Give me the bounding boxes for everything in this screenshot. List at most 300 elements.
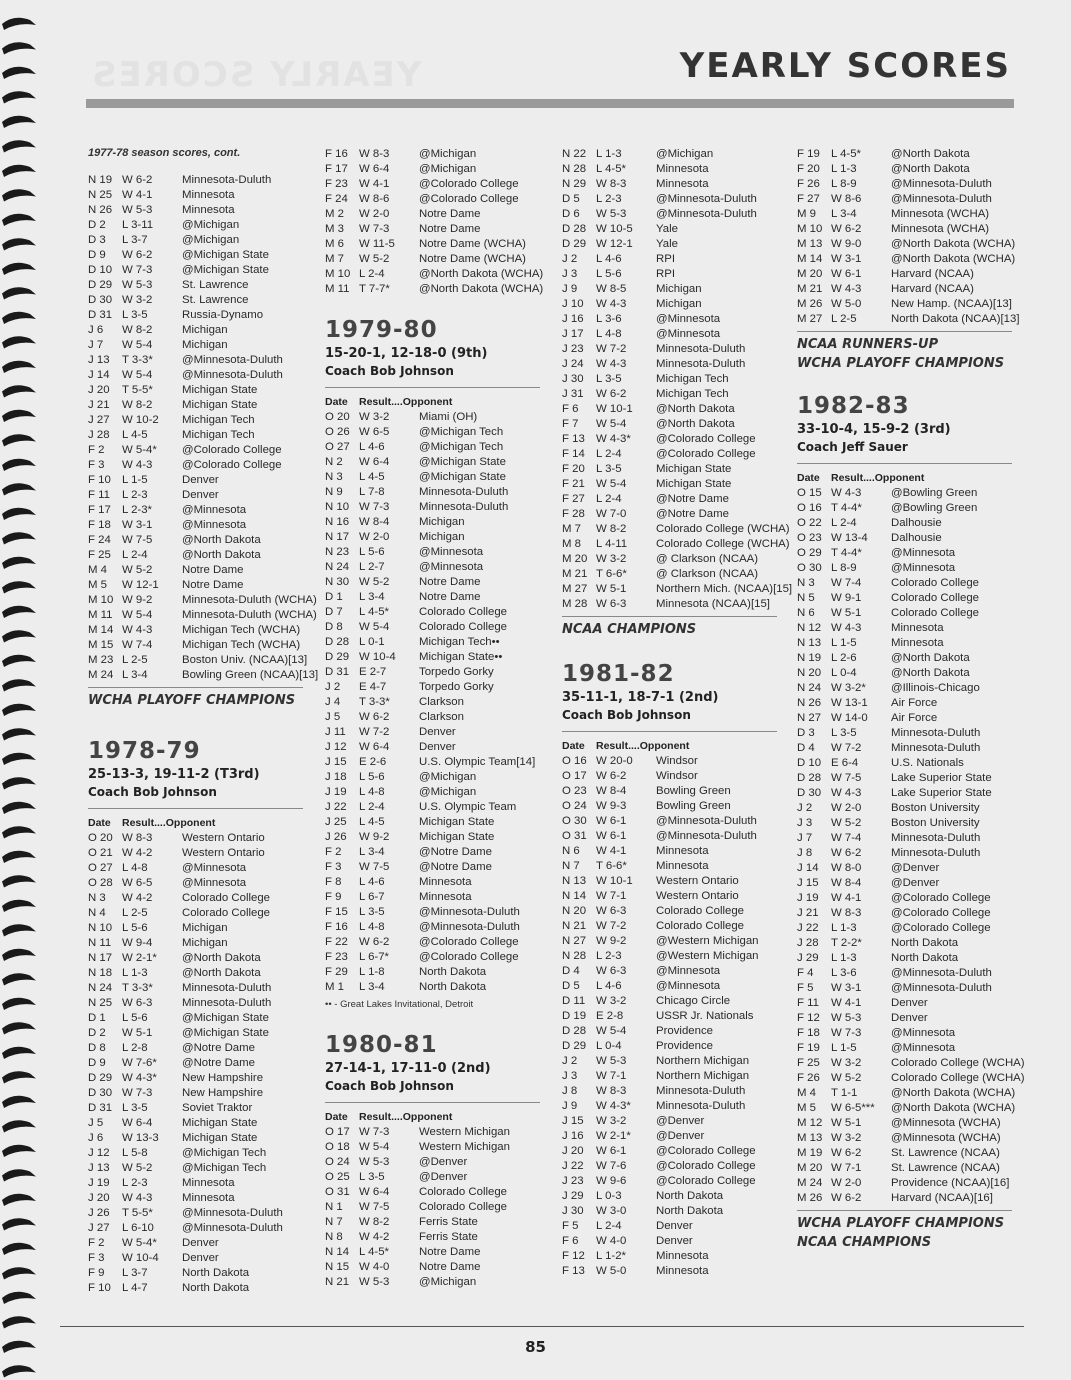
- game-opponent: Soviet Traktor: [182, 1102, 253, 1114]
- game-opponent: U.S. Nationals: [891, 757, 964, 769]
- game-date: F 26: [797, 178, 820, 190]
- game-opponent: RPI: [656, 268, 675, 280]
- binding-coil: [2, 704, 36, 716]
- game-result: W 5-4*: [122, 1237, 157, 1249]
- game-result: W 13-4: [831, 532, 868, 544]
- game-row: [88, 966, 303, 981]
- game-opponent: Denver: [182, 1252, 219, 1264]
- game-result: W 8-0: [831, 862, 862, 874]
- game-opponent: Clarkson: [419, 711, 464, 723]
- game-row: [325, 1245, 540, 1260]
- game-opponent: Boston University: [891, 802, 980, 814]
- game-row: [562, 252, 777, 267]
- binding-coil: [2, 361, 36, 373]
- game-opponent: @Michigan State: [419, 471, 506, 483]
- game-row: [797, 282, 1012, 297]
- game-date: J 14: [797, 862, 819, 874]
- game-row: [88, 458, 303, 473]
- game-date: J 19: [325, 786, 347, 798]
- game-opponent: Minnesota-Duluth: [182, 997, 272, 1009]
- game-result: W 5-1: [596, 583, 627, 595]
- game-opponent: @Michigan State: [182, 1027, 269, 1039]
- game-date: M 24: [797, 1177, 823, 1189]
- game-date: F 6: [562, 1235, 579, 1247]
- game-row: [562, 1099, 777, 1114]
- game-row: [797, 297, 1012, 312]
- game-result: W 7-1: [596, 890, 627, 902]
- game-result: W 4-1: [122, 189, 153, 201]
- game-row: [797, 591, 1012, 606]
- game-opponent: @ Clarkson (NCAA): [656, 568, 759, 580]
- banner-line: WCHA PLAYOFF CHAMPIONS: [88, 693, 296, 708]
- game-opponent: @Minnesota: [656, 313, 721, 325]
- game-date: F 20: [562, 463, 585, 475]
- game-row: [562, 1189, 777, 1204]
- game-opponent: @Minnesota-Duluth: [419, 921, 520, 933]
- game-date: D 30: [88, 1087, 113, 1099]
- game-date: O 31: [562, 830, 587, 842]
- game-opponent: North Dakota (NCAA)[13]: [891, 313, 1020, 325]
- game-result: W 6-4: [122, 1117, 153, 1129]
- game-date: F 10: [88, 1282, 111, 1294]
- game-date: N 11: [88, 937, 112, 949]
- game-date: J 28: [797, 937, 819, 949]
- season-record: 25-13-3, 19-11-2 (T3rd): [88, 767, 260, 782]
- games-1977-78: [88, 173, 319, 683]
- game-row: [88, 936, 303, 951]
- game-result: W 3-2: [596, 1115, 627, 1127]
- game-result: L 1-3: [831, 922, 857, 934]
- game-date: D 3: [88, 234, 106, 246]
- binding-coil: [2, 949, 36, 961]
- game-result: W 8-2: [122, 324, 153, 336]
- game-opponent: @Minnesota-Duluth: [891, 982, 992, 994]
- game-result: W 9-0: [831, 238, 862, 250]
- game-row: [562, 829, 777, 844]
- game-opponent: @Minnesota: [182, 504, 247, 516]
- game-result: W 2-0: [831, 1177, 862, 1189]
- game-opponent: Minnesota-Duluth: [419, 501, 509, 513]
- game-row: [325, 252, 540, 267]
- game-result: T 4-4*: [831, 502, 862, 514]
- game-result: L 2-4: [359, 268, 385, 280]
- game-opponent: Dalhousie: [891, 532, 942, 544]
- game-date: D 28: [797, 772, 822, 784]
- binding-coil: [2, 1267, 36, 1279]
- game-date: M 7: [325, 253, 344, 265]
- game-result: W 6-1: [596, 1145, 627, 1157]
- binding-coil: [2, 900, 36, 912]
- game-row: [88, 1116, 303, 1131]
- game-opponent: Michigan State••: [419, 651, 503, 663]
- game-date: F 27: [562, 493, 585, 505]
- game-opponent: St. Lawrence: [182, 279, 249, 291]
- game-row: [325, 207, 540, 222]
- game-opponent: Minnesota: [656, 178, 709, 190]
- game-date: D 28: [562, 223, 587, 235]
- game-result: L 5-6: [359, 771, 385, 783]
- season-year: 1981-82: [562, 661, 675, 687]
- game-date: N 6: [797, 607, 815, 619]
- game-opponent: Torpedo Gorky: [419, 666, 494, 678]
- season-coach: Coach Jeff Sauer: [797, 440, 1012, 464]
- game-date: M 12: [797, 1117, 823, 1129]
- game-opponent: @Colorado College: [891, 892, 991, 904]
- game-date: M 10: [797, 223, 823, 235]
- game-opponent: Bowling Green: [656, 800, 731, 812]
- game-opponent: @Illinois-Chicago: [891, 682, 980, 694]
- game-row: [325, 620, 540, 635]
- game-row: [562, 874, 777, 889]
- game-date: O 18: [325, 1141, 350, 1153]
- game-row: [325, 590, 540, 605]
- game-result: L 2-4: [596, 1220, 622, 1232]
- game-opponent: Michigan Tech (WCHA): [182, 624, 301, 636]
- game-opponent: Minnesota-Duluth: [891, 847, 981, 859]
- game-result: W 6-4: [359, 741, 390, 753]
- game-opponent: Michigan State: [182, 1117, 258, 1129]
- game-row: [88, 278, 303, 293]
- game-row: [325, 237, 540, 252]
- game-row: [88, 831, 303, 846]
- game-date: F 27: [797, 193, 820, 205]
- game-date: J 26: [88, 1207, 110, 1219]
- game-row: [797, 1146, 1012, 1161]
- table-header: Date Result....Opponent: [88, 817, 216, 829]
- game-row: [88, 608, 317, 623]
- game-result: W 6-2: [596, 388, 627, 400]
- game-row: [797, 1101, 1016, 1116]
- game-opponent: @Minnesota: [656, 980, 721, 992]
- game-date: N 24: [88, 982, 113, 994]
- game-date: M 27: [562, 583, 588, 595]
- season-year: 1978-79: [88, 738, 201, 764]
- game-date: J 22: [562, 1160, 584, 1172]
- game-date: O 21: [88, 847, 113, 859]
- game-date: F 7: [562, 418, 579, 430]
- game-date: J 14: [88, 369, 110, 381]
- game-date: N 12: [797, 622, 822, 634]
- game-row: [797, 996, 1012, 1011]
- game-date: N 7: [562, 860, 580, 872]
- game-date: O 31: [325, 1186, 350, 1198]
- game-row: [88, 1071, 303, 1086]
- game-date: J 30: [562, 373, 584, 385]
- game-date: D 9: [88, 249, 106, 261]
- game-result: L 1-3: [596, 148, 622, 160]
- game-opponent: @North Dakota: [182, 534, 261, 546]
- game-result: W 9-2: [359, 831, 390, 843]
- game-date: F 3: [88, 459, 105, 471]
- game-row: [562, 597, 777, 612]
- game-date: D 1: [325, 591, 343, 603]
- game-opponent: @Notre Dame: [182, 1057, 255, 1069]
- game-date: M 11: [325, 283, 350, 295]
- column-1: [88, 147, 319, 1296]
- game-result: W 8-4: [359, 516, 390, 528]
- game-date: F 16: [325, 921, 348, 933]
- game-date: M 5: [88, 579, 107, 591]
- game-row: [325, 1260, 540, 1275]
- game-opponent: @Colorado College: [891, 922, 991, 934]
- game-opponent: Michigan State: [656, 463, 732, 475]
- game-opponent: @Colorado College: [656, 448, 756, 460]
- game-result: L 3-4: [359, 846, 385, 858]
- game-date: M 21: [562, 568, 588, 580]
- binding-coil: [2, 973, 36, 985]
- game-date: N 30: [325, 576, 350, 588]
- game-row: [325, 920, 540, 935]
- game-opponent: @Colorado College: [656, 1145, 756, 1157]
- game-row: [325, 1200, 540, 1215]
- game-result: W 4-1: [359, 178, 390, 190]
- game-result: L 4-5*: [359, 606, 389, 618]
- game-date: N 17: [325, 531, 350, 543]
- game-opponent: Minnesota: [182, 204, 235, 216]
- game-opponent: @North Dakota: [656, 403, 735, 415]
- game-result: W 5-4: [596, 1025, 627, 1037]
- game-row: [325, 1155, 540, 1170]
- game-row: [88, 1236, 303, 1251]
- game-result: W 4-3: [831, 787, 862, 799]
- game-opponent: Michigan: [656, 298, 702, 310]
- game-result: L 4-8: [122, 862, 148, 874]
- game-row: [797, 771, 1012, 786]
- game-result: L 1-3: [122, 967, 148, 979]
- game-opponent: Colorado College (WCHA): [656, 523, 790, 535]
- game-opponent: Notre Dame: [419, 1261, 481, 1273]
- game-result: W 6-4: [359, 1186, 390, 1198]
- game-row: [562, 1144, 777, 1159]
- game-date: O 27: [88, 862, 113, 874]
- game-result: W 5-3: [596, 1055, 627, 1067]
- game-row: [562, 447, 777, 462]
- game-result: L 2-3: [596, 950, 622, 962]
- game-date: F 13: [562, 1265, 585, 1277]
- game-date: O 17: [325, 1126, 350, 1138]
- game-result: W 8-2: [122, 399, 153, 411]
- game-row: [562, 222, 777, 237]
- game-date: N 27: [562, 935, 587, 947]
- game-opponent: @Minnesota-Duluth: [891, 193, 992, 205]
- game-row: [797, 1026, 1012, 1041]
- game-opponent: Western Michigan: [419, 1141, 510, 1153]
- game-date: D 1: [88, 1012, 106, 1024]
- binding-coil: [2, 1071, 36, 1083]
- game-date: N 25: [88, 189, 113, 201]
- game-row: [88, 1101, 303, 1116]
- game-date: D 4: [797, 742, 815, 754]
- game-opponent: U.S. Olympic Team[14]: [419, 756, 536, 768]
- bleed-through-title: YEARLY SCORES: [90, 55, 422, 95]
- game-result: W 6-3: [122, 997, 153, 1009]
- game-result: W 10-4: [359, 651, 396, 663]
- game-date: M 26: [797, 1192, 823, 1204]
- game-result: L 3-6: [596, 313, 622, 325]
- game-row: [562, 964, 777, 979]
- game-result: W 5-2: [359, 576, 390, 588]
- game-result: W 6-2: [359, 711, 390, 723]
- game-date: M 20: [797, 268, 823, 280]
- game-result: W 8-6: [831, 193, 862, 205]
- binding-coil: [2, 802, 36, 814]
- game-date: D 6: [562, 208, 580, 220]
- game-opponent: North Dakota: [656, 1205, 724, 1217]
- game-opponent: Minnesota: [656, 1250, 709, 1262]
- game-result: L 1-2*: [596, 1250, 626, 1262]
- game-date: J 9: [562, 1100, 578, 1112]
- game-date: M 20: [797, 1162, 823, 1174]
- game-opponent: Dalhousie: [891, 517, 942, 529]
- continuation-note: 1977-78 season scores, cont.: [88, 147, 241, 159]
- game-result: W 10-2: [122, 414, 159, 426]
- game-date: F 17: [325, 163, 348, 175]
- game-row: [797, 516, 1012, 531]
- season-year: 1980-81: [325, 1032, 438, 1058]
- game-row: [325, 665, 540, 680]
- game-result: L 5-8: [122, 1147, 148, 1159]
- game-opponent: North Dakota: [182, 1282, 250, 1294]
- game-date: J 7: [88, 339, 104, 351]
- game-row: [797, 1161, 1012, 1176]
- game-opponent: Colorado College: [419, 1201, 508, 1213]
- game-opponent: @North Dakota (WCHA): [419, 283, 544, 295]
- game-row: [325, 530, 540, 545]
- game-row: [88, 1026, 303, 1041]
- game-result: W 7-4: [831, 832, 862, 844]
- game-row: [325, 1125, 540, 1140]
- game-row: [88, 248, 303, 263]
- game-opponent: Harvard (NCAA): [891, 268, 974, 280]
- game-result: W 7-3: [359, 223, 390, 235]
- game-opponent: @Notre Dame: [656, 493, 729, 505]
- game-date: N 9: [325, 486, 343, 498]
- binding-coil: [2, 1096, 36, 1108]
- game-date: D 31: [88, 1102, 113, 1114]
- game-opponent: @Minnesota-Duluth: [182, 1207, 283, 1219]
- game-row: [562, 297, 777, 312]
- game-date: D 28: [562, 1025, 587, 1037]
- game-opponent: @Colorado College: [419, 193, 519, 205]
- game-opponent: Minnesota: [656, 845, 709, 857]
- game-opponent: Notre Dame: [182, 579, 244, 591]
- game-row: [88, 533, 303, 548]
- games-1978-79: [88, 831, 303, 1296]
- game-opponent: Michigan State: [182, 384, 258, 396]
- game-opponent: @Western Michigan: [656, 950, 759, 962]
- game-result: W 6-2: [359, 936, 390, 948]
- game-date: J 19: [797, 892, 819, 904]
- game-result: W 10-1: [596, 875, 633, 887]
- game-opponent: Colorado College: [656, 905, 745, 917]
- game-result: W 9-4: [122, 937, 153, 949]
- game-date: J 2: [325, 681, 341, 693]
- game-opponent: @Notre Dame: [656, 508, 729, 520]
- game-date: F 19: [797, 148, 820, 160]
- banner-line: NCAA RUNNERS-UP: [797, 337, 939, 352]
- game-result: L 6-7*: [359, 951, 389, 963]
- game-row: [325, 725, 540, 740]
- game-row: [325, 192, 540, 207]
- game-date: J 15: [562, 1115, 584, 1127]
- game-result: W 14-0: [831, 712, 868, 724]
- game-result: L 1-5: [831, 1042, 857, 1054]
- game-result: L 3-4: [359, 981, 385, 993]
- binding-coil: [2, 1022, 36, 1034]
- game-row: [88, 996, 303, 1011]
- game-opponent: Minnesota-Duluth: [656, 343, 746, 355]
- game-opponent: @Colorado College: [891, 907, 991, 919]
- game-opponent: Bowling Green (NCAA)[13]: [182, 669, 319, 681]
- game-opponent: @Minnesota: [419, 561, 484, 573]
- game-row: [88, 981, 303, 996]
- game-row: [88, 891, 303, 906]
- game-row: [325, 545, 540, 560]
- game-row: [88, 428, 303, 443]
- game-row: [562, 1159, 777, 1174]
- game-row: [797, 1056, 1025, 1071]
- table-header: Date Result....Opponent: [325, 1111, 453, 1123]
- game-result: W 12-1: [596, 238, 633, 250]
- game-date: D 29: [88, 1072, 113, 1084]
- game-date: F 9: [88, 1267, 105, 1279]
- season-coach: Coach Bob Johnson: [325, 1079, 540, 1103]
- game-date: M 10: [88, 594, 114, 606]
- game-opponent: @Minnesota-Duluth: [656, 193, 757, 205]
- binding-coil: [2, 581, 36, 593]
- game-row: [562, 432, 777, 447]
- game-opponent: Western Ontario: [182, 847, 265, 859]
- game-row: [88, 518, 303, 533]
- game-result: L 8-9: [831, 178, 857, 190]
- binding-coil: [2, 165, 36, 177]
- game-result: W 7-3: [122, 264, 153, 276]
- column-2: [325, 147, 544, 1290]
- game-opponent: Colorado College: [891, 607, 980, 619]
- game-date: O 16: [562, 755, 587, 767]
- game-opponent: @Minnesota-Duluth: [419, 906, 520, 918]
- binding-coil: [2, 655, 36, 667]
- game-opponent: Minnesota-Duluth: [891, 742, 981, 754]
- game-opponent: Minnesota: [891, 637, 944, 649]
- game-opponent: @Minnesota-Duluth: [182, 1222, 283, 1234]
- game-opponent: Minnesota: [182, 1192, 235, 1204]
- game-result: L 4-8: [359, 786, 385, 798]
- game-result: L 3-5: [596, 463, 622, 475]
- game-opponent: Michigan: [419, 516, 465, 528]
- season-year: 1979-80: [325, 317, 438, 343]
- game-row: [88, 623, 303, 638]
- game-opponent: Boston Univ. (NCAA)[13]: [182, 654, 308, 666]
- binding-coil: [2, 1145, 36, 1157]
- game-date: D 29: [562, 1040, 587, 1052]
- season-1982-83: [797, 393, 1025, 1206]
- game-result: W 9-1: [831, 592, 862, 604]
- game-row: [797, 1176, 1012, 1191]
- game-row: [797, 891, 1012, 906]
- game-row: [797, 162, 1012, 177]
- game-date: M 28: [562, 598, 588, 610]
- game-result: W 5-2: [831, 817, 862, 829]
- game-result: W 5-4: [359, 1141, 390, 1153]
- game-date: M 1: [325, 981, 344, 993]
- game-date: N 13: [562, 875, 587, 887]
- game-row: [88, 413, 303, 428]
- game-result: T 3-3*: [122, 354, 153, 366]
- game-row: [88, 548, 303, 563]
- game-result: L 3-5: [359, 1171, 385, 1183]
- game-result: L 1-5: [831, 637, 857, 649]
